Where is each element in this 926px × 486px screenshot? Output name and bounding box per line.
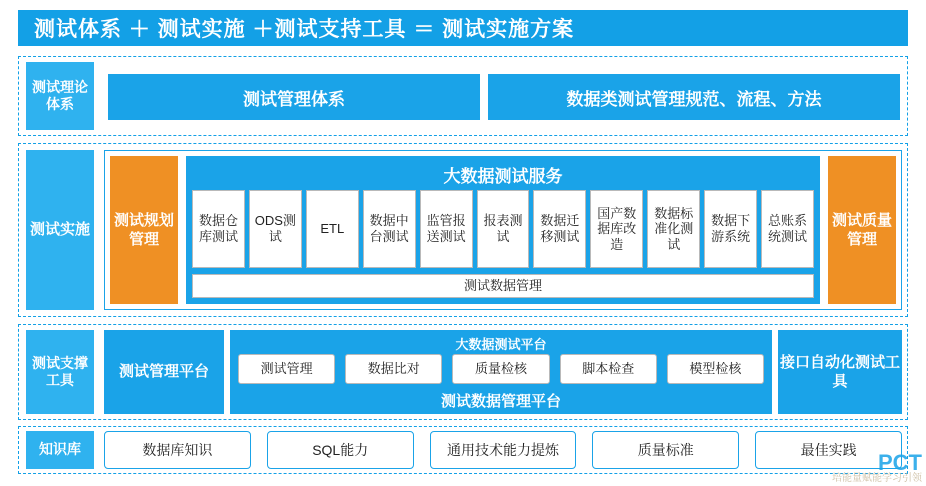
diagram-title-banner (18, 10, 908, 46)
page-title: 测试体系 ＋ 测试实施 ＋测试支持工具 ＝ 测试实施方案 (34, 18, 575, 41)
knowledge-base-items (104, 431, 902, 469)
service-item[interactable]: 国产数据库改造 (590, 190, 643, 268)
service-item[interactable]: 数据下游系统 (704, 190, 757, 268)
service-item[interactable]: 数据标准化测试 (647, 190, 700, 268)
section-label-theory: 测试理论体系 (26, 62, 94, 130)
big-data-test-service-panel (186, 156, 820, 304)
big-data-test-platform-items (238, 354, 764, 384)
impl-box-test-quality[interactable]: 测试质量管理 (828, 156, 896, 304)
platform-item[interactable]: 质量检核 (452, 354, 549, 384)
section-label-implementation: 测试实施 (26, 150, 94, 310)
impl-box-test-planning[interactable]: 测试规划管理 (110, 156, 178, 304)
big-data-test-service-items (192, 190, 814, 268)
support-box-test-management-platform[interactable]: 测试管理平台 (104, 330, 224, 414)
theory-box-management-system[interactable]: 测试管理体系 (108, 74, 480, 120)
support-box-interface-automation-tool[interactable]: 接口自动化测试工具 (778, 330, 902, 414)
big-data-test-service-title: 大数据测试服务 (443, 167, 563, 186)
big-data-test-platform-footer: 测试数据管理平台 (440, 393, 561, 410)
service-item[interactable]: 报表测试 (477, 190, 530, 268)
service-item[interactable]: ODS测试 (249, 190, 302, 268)
platform-item[interactable]: 模型检核 (667, 354, 764, 384)
big-data-test-platform-title: 大数据测试平台 (455, 337, 547, 352)
knowledge-item[interactable]: 质量标准 (592, 431, 739, 469)
platform-item[interactable]: 测试管理 (238, 354, 335, 384)
watermark-slogan: 培能量赋能学习引领 (832, 473, 922, 484)
service-item[interactable]: 数据中台测试 (363, 190, 416, 268)
knowledge-item[interactable]: 最佳实践 (755, 431, 902, 469)
service-item[interactable]: 监管报送测试 (420, 190, 473, 268)
knowledge-item[interactable]: 数据库知识 (104, 431, 251, 469)
service-item[interactable]: ETL (306, 190, 359, 268)
section-label-support-tools: 测试支撑工具 (26, 330, 94, 414)
service-item[interactable]: 数据仓库测试 (192, 190, 245, 268)
section-label-knowledge-base: 知识库 (26, 431, 94, 469)
knowledge-item[interactable]: SQL能力 (267, 431, 414, 469)
service-footer-test-data-management[interactable]: 测试数据管理 (192, 274, 814, 298)
watermark-logo: PCT (878, 450, 922, 475)
service-item[interactable]: 总账系统测试 (761, 190, 814, 268)
theory-box-data-standards[interactable]: 数据类测试管理规范、流程、方法 (488, 74, 900, 120)
platform-item[interactable]: 脚本检查 (560, 354, 657, 384)
platform-item[interactable]: 数据比对 (345, 354, 442, 384)
knowledge-item[interactable]: 通用技术能力提炼 (430, 431, 577, 469)
big-data-test-platform-panel (230, 330, 772, 414)
service-item[interactable]: 数据迁移测试 (533, 190, 586, 268)
